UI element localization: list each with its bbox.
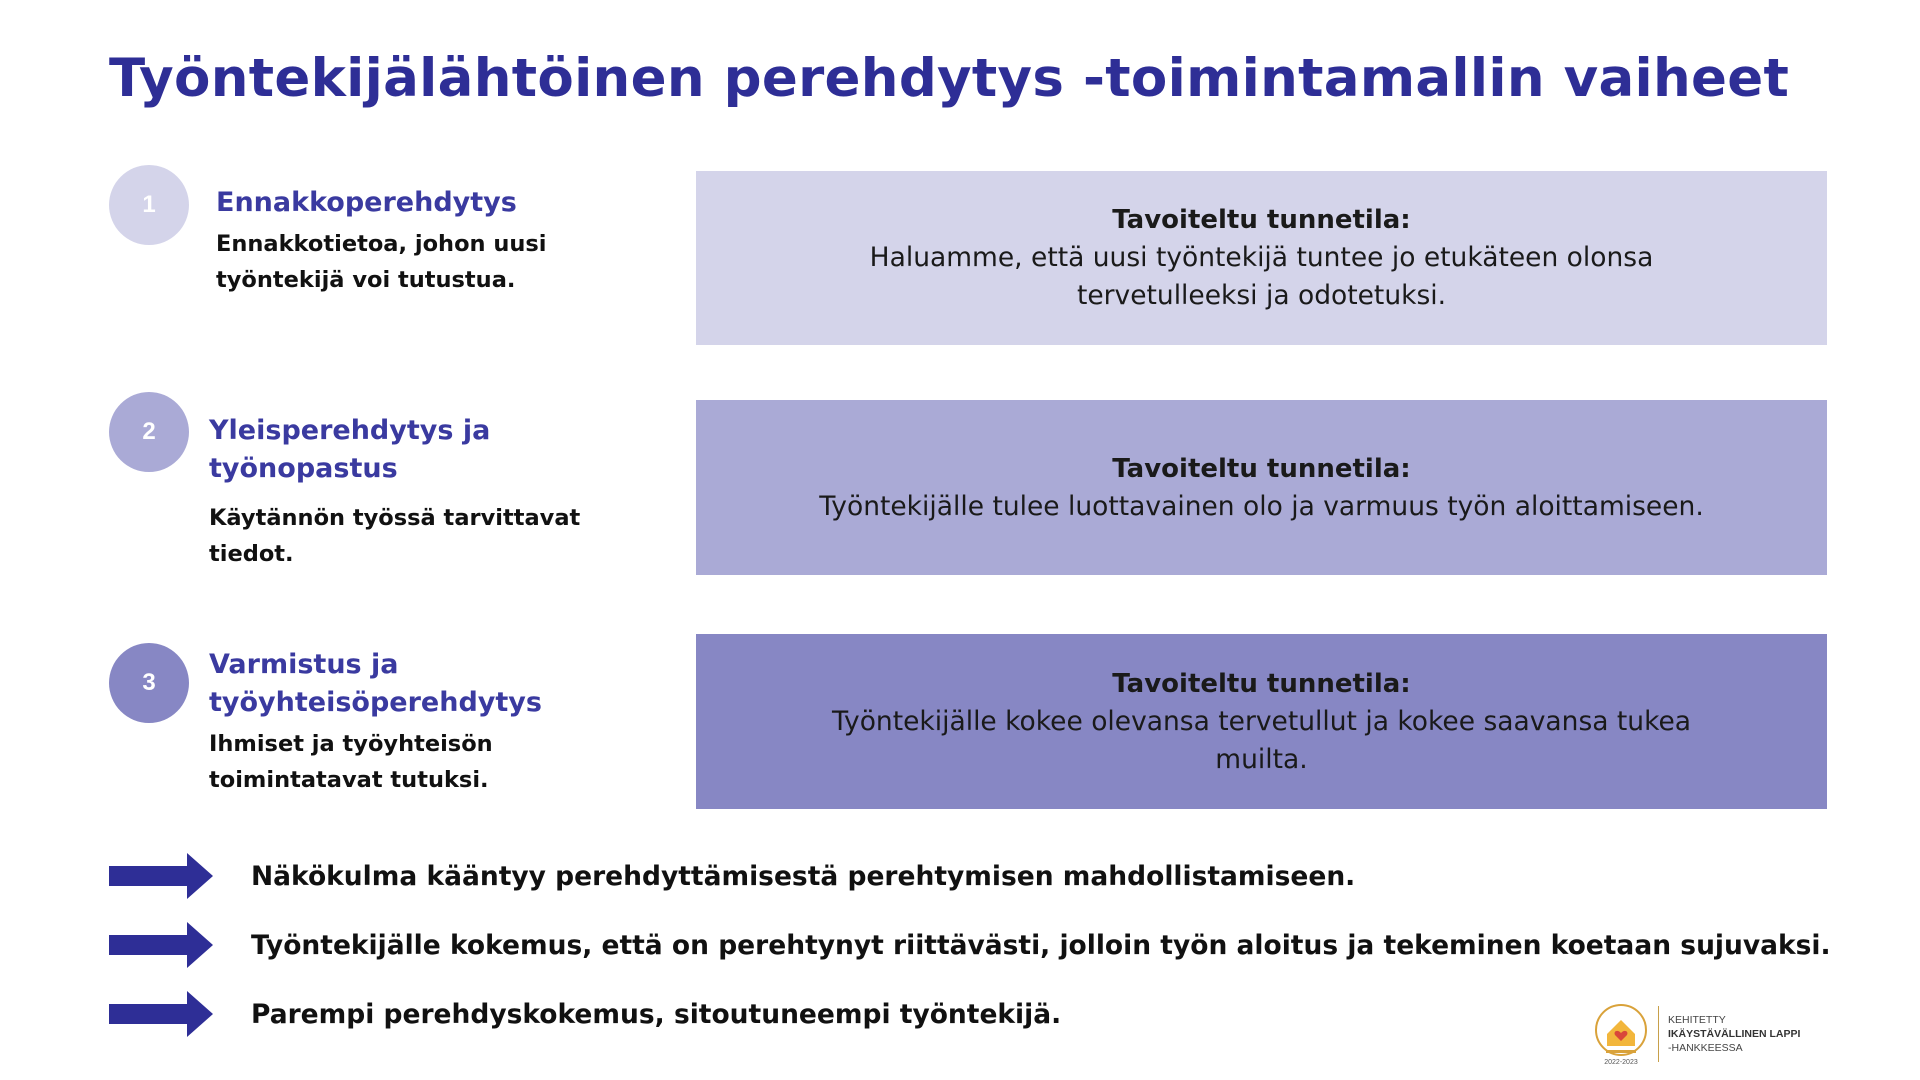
goal-label: Tavoiteltu tunnetila:: [1112, 453, 1411, 484]
arrow-right-icon: [109, 853, 213, 899]
goal-box-2: [696, 400, 1827, 575]
logo-line: KEHITETTY: [1668, 1014, 1726, 1026]
conclusion-text: Parempi perehdyskokemus, sitoutuneempi työntekijä.: [251, 998, 1062, 1030]
conclusion-text: Näkökulma kääntyy perehdyttämisestä perehtymisen mahdollistamiseen.: [251, 860, 1356, 892]
step-heading: Varmistus ja työyhteisöperehdytys: [209, 649, 542, 718]
ikaystavallinen-lappi-emblem-icon: [1590, 1000, 1652, 1068]
project-logo: [1590, 1000, 1820, 1068]
goal-label: Tavoiteltu tunnetila:: [1112, 668, 1411, 699]
page-title: Työntekijälähtöinen perehdytys -toimintamallin vaiheet: [109, 48, 1790, 109]
step-heading: Ennakkoperehdytys: [216, 187, 517, 218]
goal-box-3: [696, 634, 1827, 809]
conclusion-item: [109, 853, 1355, 899]
step-description: Ennakkotietoa, johon uusi työntekijä voi tutustua.: [216, 231, 547, 293]
goal-label: Tavoiteltu tunnetila:: [1112, 205, 1411, 235]
logo-line: -HANKKEESSA: [1668, 1042, 1743, 1054]
conclusion-text: Työntekijälle kokemus, että on perehtynyt riittävästi, jolloin työn aloitus ja tekeminen koetaan sujuvaksi.: [251, 929, 1831, 961]
goal-box-1: [696, 171, 1827, 345]
conclusion-item: [109, 922, 1831, 968]
arrow-right-icon: [109, 922, 213, 968]
svg-text:2022-2023: 2022-2023: [1604, 1059, 1638, 1066]
step-description: Käytännön työssä tarvittavat tiedot.: [209, 505, 581, 567]
step-2-text: [209, 412, 649, 572]
goal-text: Työntekijälle kokee olevansa tervetullut ja kokee saavansa tukea muilta.: [831, 705, 1692, 775]
logo-line: IKÄYSTÄVÄLLINEN LAPPI: [1668, 1028, 1801, 1040]
step-number-badge: 3: [109, 643, 189, 723]
step-1-text: [216, 184, 656, 298]
goal-text: Työntekijälle tulee luottavainen olo ja varmuus työn aloittamiseen.: [819, 490, 1704, 522]
step-number-badge: 2: [109, 392, 189, 472]
logo-divider: [1658, 1006, 1659, 1062]
conclusion-item: [109, 991, 1061, 1037]
step-description: Ihmiset ja työyhteisön toimintatavat tutuksi.: [209, 731, 493, 793]
goal-text: Haluamme, että uusi työntekijä tuntee jo etukäteen olonsa tervetulleeksi ja odotetuksi.: [869, 242, 1654, 311]
arrow-right-icon: [109, 991, 213, 1037]
logo-text: [1668, 1013, 1800, 1055]
step-number-badge: 1: [109, 165, 189, 245]
step-3-text: [209, 646, 649, 798]
step-heading: Yleisperehdytys ja työnopastus: [209, 415, 491, 484]
